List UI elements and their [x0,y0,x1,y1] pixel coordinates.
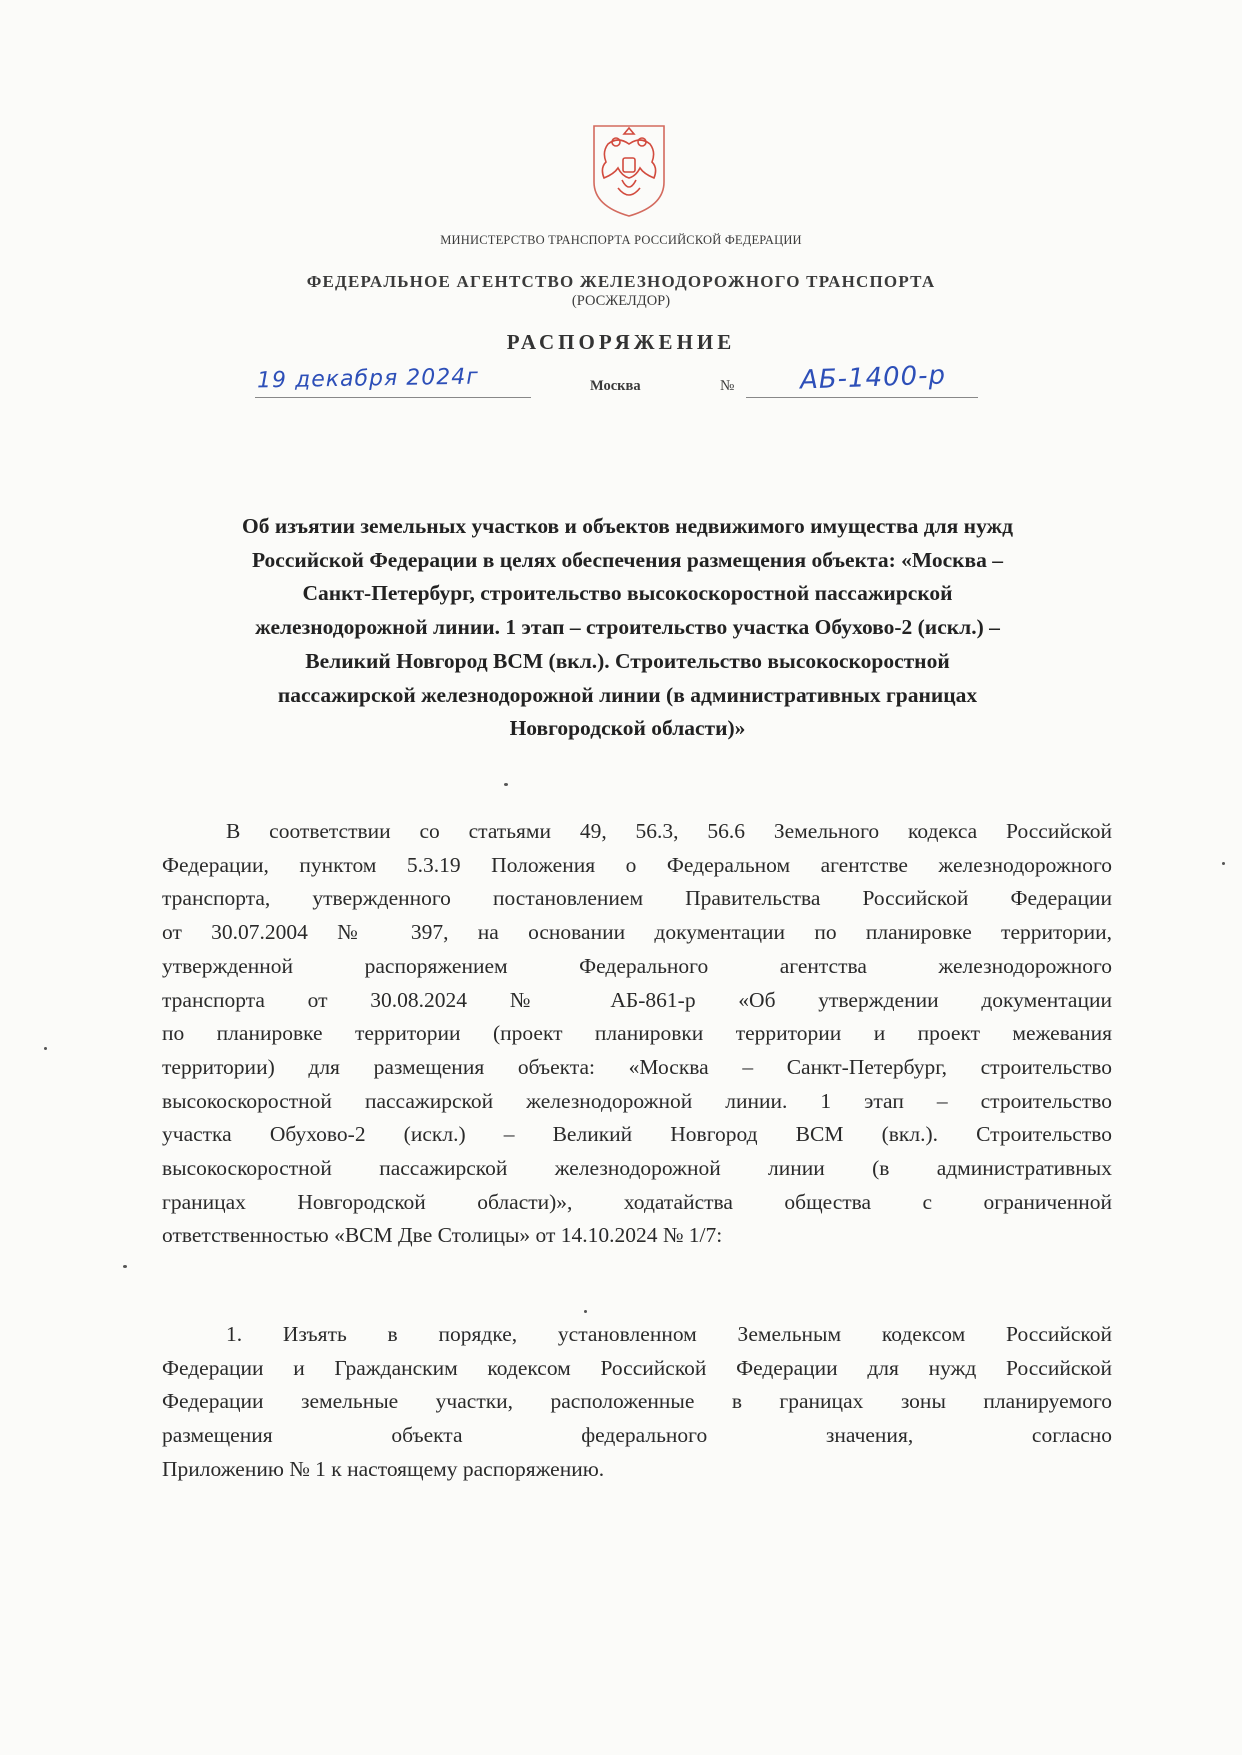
text-line: высокоскоростной пассажирской железнодорожной линии (в административных [162,1156,1112,1181]
city-label: Москва [590,378,641,394]
title-line: Новгородской области)» [509,716,746,741]
title-line: пассажирской железнодорожной линии (в административных границах [277,682,978,707]
scan-speck [44,1047,47,1050]
coat-of-arms-icon [588,122,670,218]
scan-speck [1222,862,1225,865]
text-line: по планировке территории (проект планировки территории и проект межевания [162,1021,1112,1046]
text-line: Приложению № 1 к настоящему распоряжению. [162,1456,605,1481]
title-line: железнодорожной линии. 1 этап – строительство участка Обухово-2 (искл.) – [255,615,1000,640]
text-line: от 30.07.2004 № 397, на основании документации по планировке территории, [162,920,1112,945]
text-line: границах Новгородской области)», ходатайства общества с ограниченной [162,1189,1112,1214]
scan-speck [123,1265,127,1268]
date-underline [255,397,531,398]
ministry-name: МИНИСТЕРСТВО ТРАНСПОРТА РОССИЙСКОЙ ФЕДЕРАЦИИ [440,233,802,247]
text-line: транспорта, утвержденного постановлением Правительства Российской Федерации [162,886,1112,911]
handwritten-date: 19 декабря 2024г [256,364,480,394]
number-sign: № [720,378,735,394]
preamble-paragraph [162,815,1112,1253]
text-line: размещения объекта федерального значения, согласно [162,1423,1112,1448]
text-line: транспорта от 30.08.2024 № АБ-861-р «Об утверждении документации [162,987,1112,1012]
text-line: Федерации, пунктом 5.3.19 Положения о Федеральном агентстве железнодорожного [162,852,1112,877]
scan-speck [504,783,508,786]
text-line: Федерации земельные участки, расположенные в границах зоны планируемого [162,1389,1112,1414]
text-line: участка Обухово-2 (искл.) – Великий Новгород ВСМ (вкл.). Строительство [162,1122,1112,1147]
text-line: ответственностью «ВСМ Две Столицы» от 14.10.2024 № 1/7: [162,1223,723,1248]
handwritten-number: АБ-1400-р [799,360,947,396]
title-line: Великий Новгород ВСМ (вкл.). Строительство высокоскоростной [305,648,950,673]
text-line: Федерации и Гражданским кодексом Российской Федерации для нужд Российской [162,1355,1112,1380]
document-type: РАСПОРЯЖЕНИЕ [506,330,736,354]
agency-short-name: (РОСЖЕЛДОР) [571,293,671,309]
text-line: В соответствии со статьями 49, 56.3, 56.6 Земельного кодекса Российской [226,819,1112,843]
text-line: территории) для размещения объекта: «Москва – Санкт-Петербург, строительство [162,1054,1112,1079]
text-line: утвержденной распоряжением Федерального агентства железнодорожного [162,953,1112,978]
title-line: Об изъятии земельных участков и объектов недвижимого имущества для нужд [242,514,1013,538]
document-title [150,510,1105,746]
number-underline [746,397,978,398]
clause-1-paragraph [162,1318,1112,1487]
title-line: Санкт-Петербург, строительство высокоскоростной пассажирской [302,581,953,606]
text-line: высокоскоростной пассажирской железнодорожной линии. 1 этап – строительство [162,1088,1112,1113]
agency-name: ФЕДЕРАЛЬНОЕ АГЕНТСТВО ЖЕЛЕЗНОДОРОЖНОГО ТРАНСПОРТА [306,272,936,291]
title-line: Российской Федерации в целях обеспечения размещения объекта: «Москва – [251,547,1004,572]
text-line: 1. Изъять в порядке, установленном Земельным кодексом Российской [226,1322,1112,1346]
scan-speck [584,1310,587,1313]
